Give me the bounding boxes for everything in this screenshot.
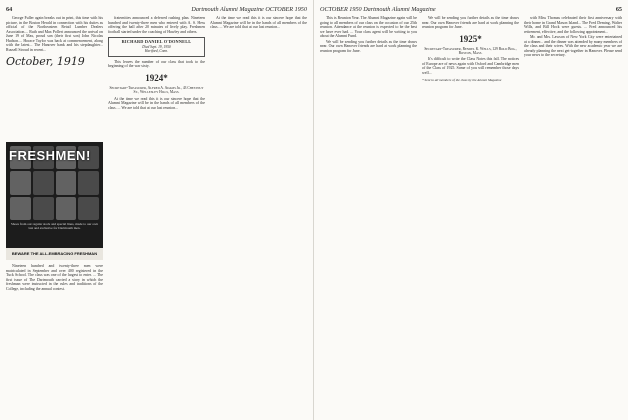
obituary-name: RICHARD DANIEL O'DONNELL: [121, 39, 192, 45]
class-secretary: Secretary-Treasurer, Alfred A. Adams Jr., 43 Chestnut St., Wellesley Hills, Mass.: [109, 85, 204, 95]
column-1-top: [6, 16, 103, 141]
paragraph: fraternities announced a deferred rushing plan. Nineteen hundred and twenty-three men who entered with A. S. Hess offering the ball after 20 minutes of lively play. Freshmen football started under the coaching of Hawley and others.: [108, 16, 205, 34]
paragraph: George Fuller again breaks out in print, this time with his picture, in the Boston Herald in connection with his duties as official of the Northeastern Retail Lumber Dealers Association.... Ruth and Max Pollert announced the arrival on June 19 of Max, proud son (their first son) John Nicolas Hudson.... Horace Taylor was back at commencement, along with the latest... The Hanover bank and his stepdaughter... Russell Stroud in recent...: [6, 16, 103, 52]
column-4: [320, 16, 417, 416]
paragraph: At the time we read this it is our sincere hope that the Alumni Magazine will be in the hands of all members of the class. ... We are told that at our last reunion...: [210, 16, 307, 30]
class-year-heading: 1924*: [145, 72, 168, 83]
class-secretary: Secretary-Treasurer, Rendel K. Wells, 129 Bold Bdg., Boston, Mass.: [424, 46, 517, 55]
page-number: 65: [615, 5, 622, 13]
paragraph: We will be sending you further details as the time draws near. Our own Hanover friends are hard at work planning the reunion program for June.: [422, 16, 519, 30]
column-3: [210, 16, 307, 416]
ad-subtitle: Shoes from our regular stock and special lines, made to our own last and exclusive for Dartmouth men.: [10, 222, 99, 230]
paragraph: We will be sending you further details as the time draws near. Our own Hanover friends are hard at work planning the reunion program for June.: [320, 39, 417, 53]
page-number: 64: [6, 5, 13, 13]
paragraph: This leaves the number of our class that took to the beginning of the war sixty.: [108, 59, 205, 69]
paragraph: It's difficult to write the Class Notes this fall. The notices of Europe are of news again with Oxford and Cambridge men of the Class of 1925. Some of you will remember those days well...: [422, 57, 519, 75]
paragraph: Mr. and Mrs. Lawson of New York City were entertained at a dinner... and the dinner was attended by many members of the class and their wives. With the new academic year we are already planning the next get-together in Hanover. Please send your news to the secretary.: [524, 35, 622, 58]
section-heading: October, 1919: [6, 55, 85, 69]
footnote: * Sent to all members of the class by the Alumni Magazine: [422, 78, 502, 83]
column-1-bottom: [6, 264, 103, 416]
running-head-title: Dartmouth Alumni Magazine OCTOBER 1950: [191, 5, 307, 13]
obituary-date: Died Sept. 19, 1950: [142, 44, 171, 49]
freshmen-advertisement: [6, 142, 103, 260]
running-head-right: [320, 4, 622, 14]
column-2: [108, 16, 205, 416]
column-6: [524, 16, 622, 416]
right-page: [314, 0, 628, 420]
paragraph: with Miss Thomas celebrated their first anniversary with their home in Grand Mason Island... The Fred Deming, Walter Wills, and Bill Hock were guests. ... Fred announced his retirement, effective, and the following appointment...: [524, 16, 622, 34]
running-head-title: OCTOBER 1950 Dartmouth Alumni Magazine: [320, 5, 436, 13]
obituary-box: [108, 37, 205, 57]
ad-title: FRESHMEN!: [9, 148, 91, 163]
obituary-place: Hartford, Conn.: [144, 49, 169, 54]
class-year-heading: 1925*: [459, 33, 482, 44]
paragraph: This is Reunion Year. The Alumni Magazine again will be going to all members of our class on the occasion of our 25th reunion. Attendance at the reunion is expected to be the best we have ever had. ... Your class agent will be writing to you about the Alumni Fund.: [320, 16, 417, 39]
paragraph: Nineteen hundred and twenty-three men were matriculated in September and over 400 registered in the Tuck School. The class was one of the largest to enter. ... The first issue of The Dartmouth carried a story in which the freshman were instructed in the rules and traditions of the College, including the annual contest.: [6, 264, 103, 291]
ad-banner: BEWARE THE ALL-EMBRACING FRESHMAN: [6, 248, 103, 260]
column-5: [422, 16, 519, 416]
running-head-left: [6, 4, 307, 14]
paragraph: At the time we read this it is our sincere hope that the Alumni Magazine will be in the hands of all members of the class. ... We are told that at our last reunion...: [108, 96, 205, 110]
